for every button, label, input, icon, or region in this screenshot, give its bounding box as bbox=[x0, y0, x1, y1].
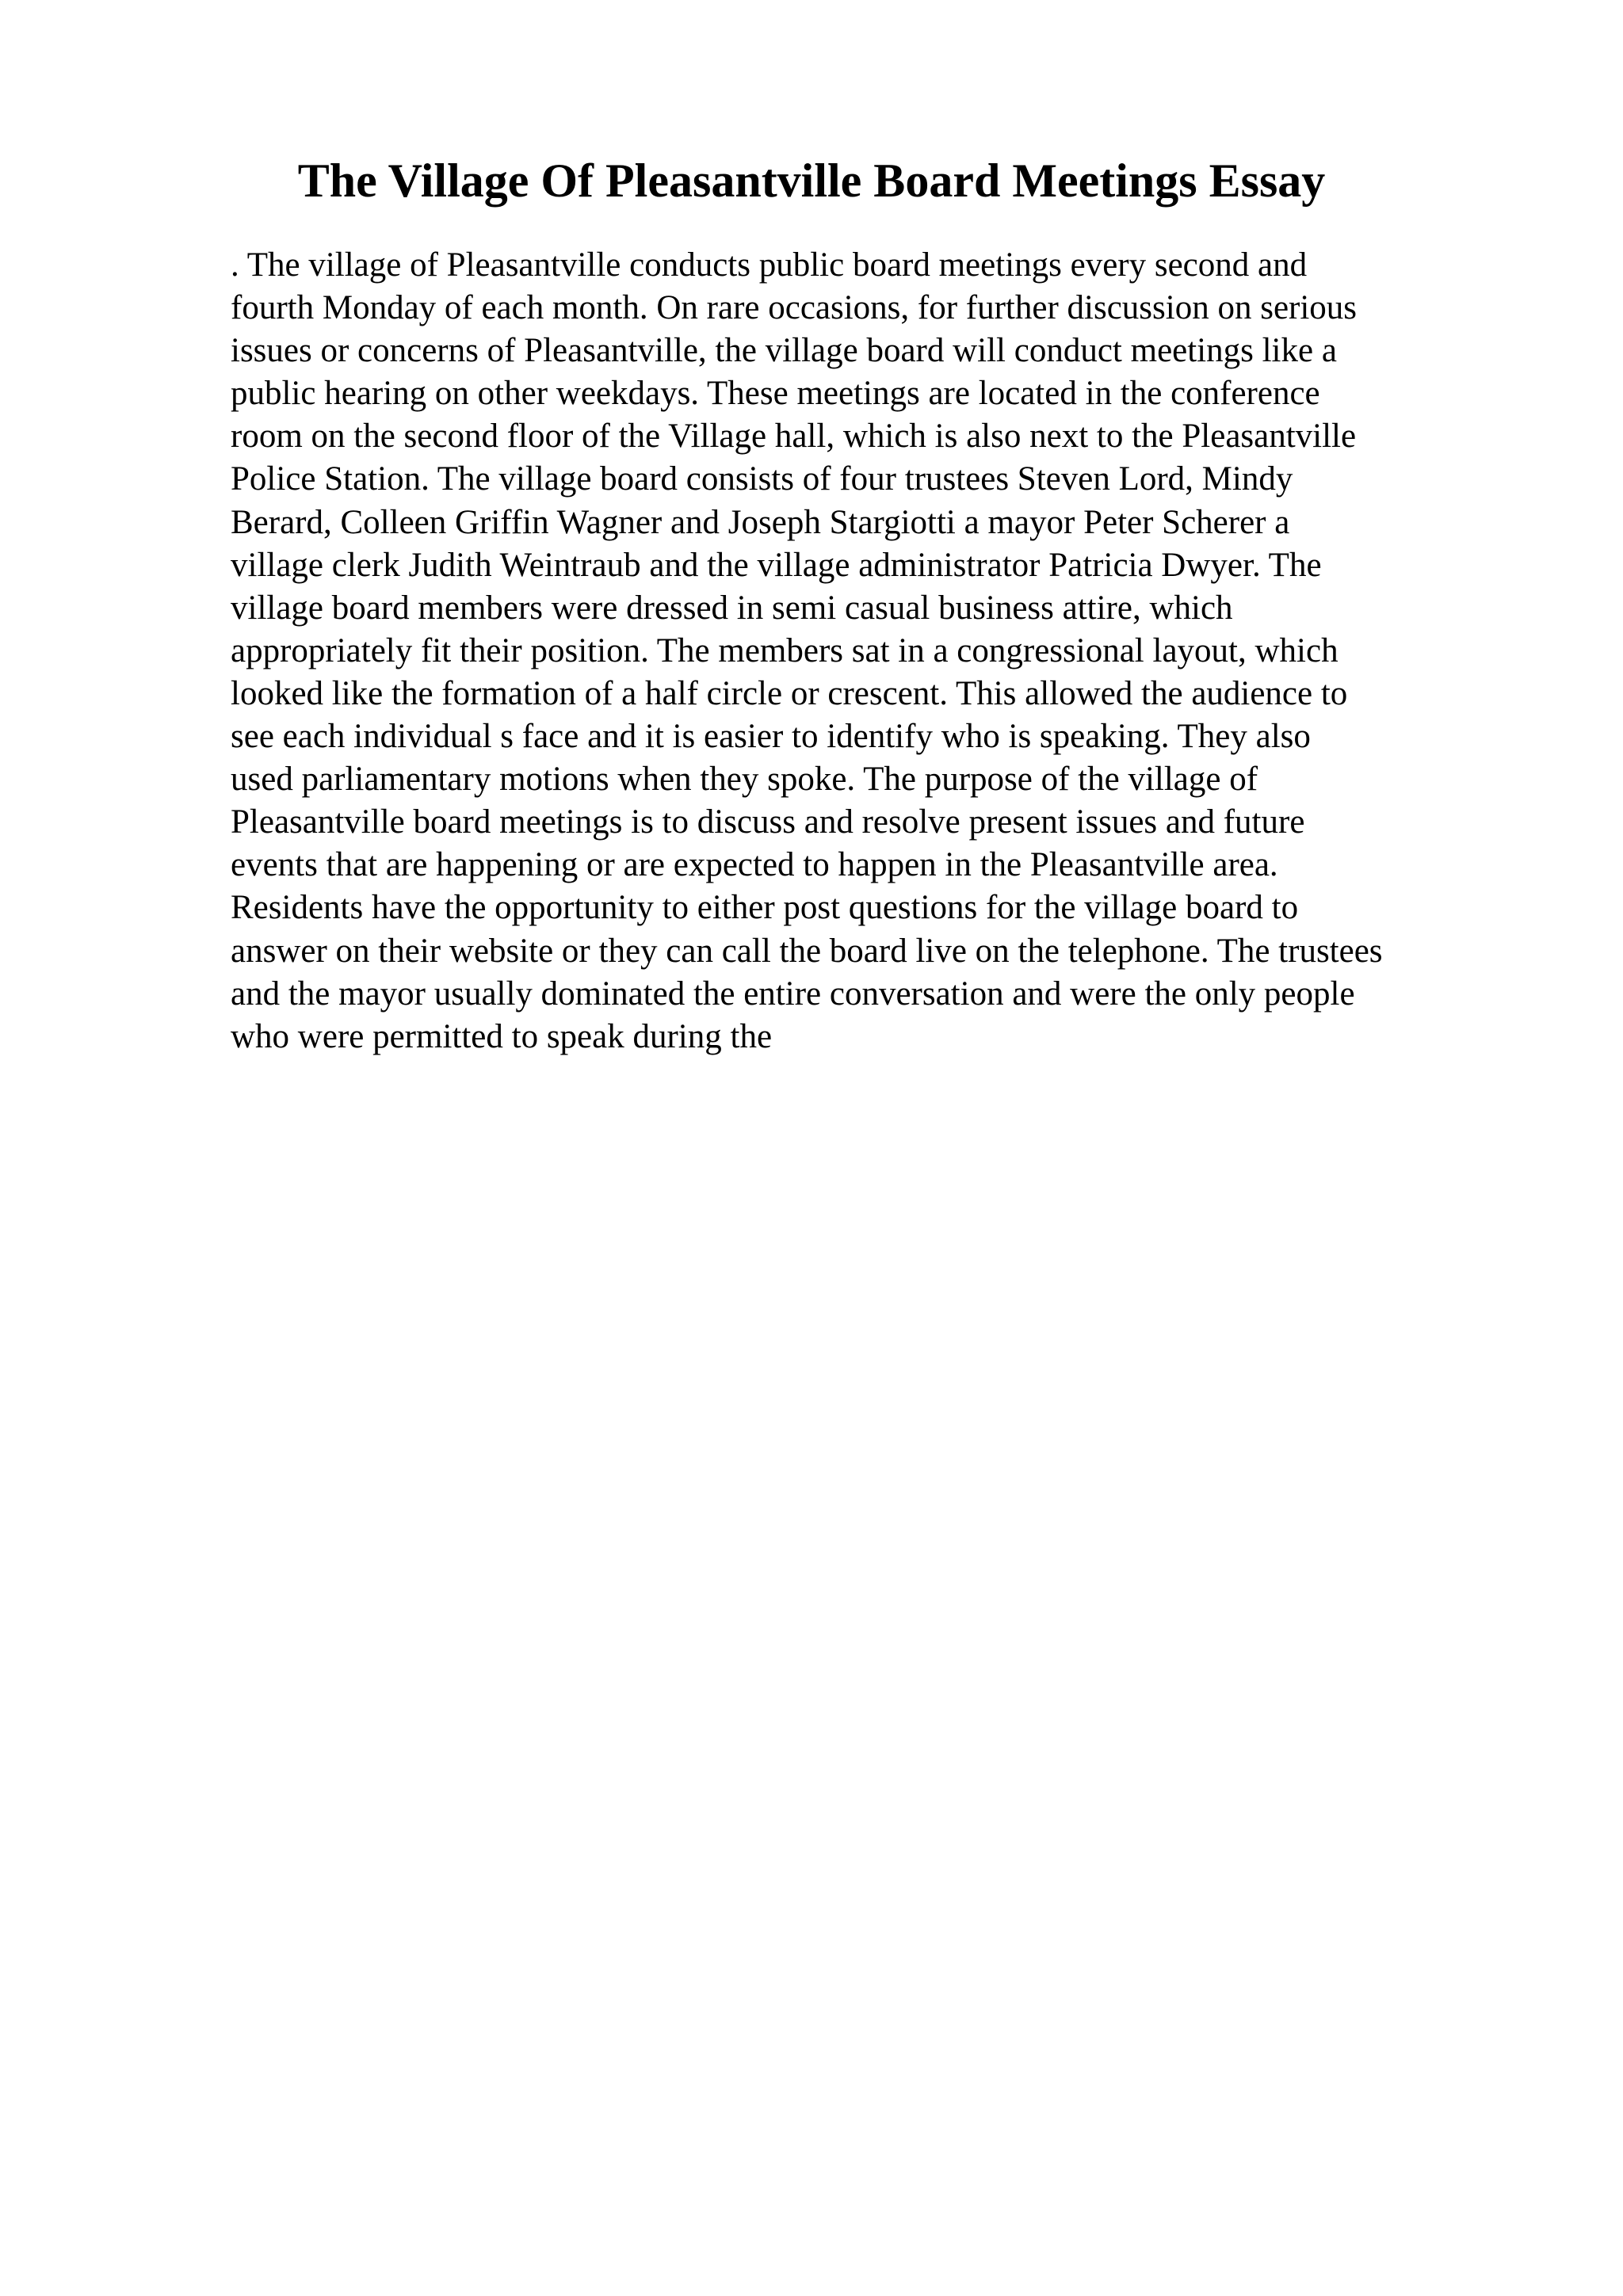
essay-line: answer on their website or they can call the board live on the telephone. The trustees bbox=[231, 932, 1383, 970]
essay-line: fourth Monday of each month. On rare occasions, for further discussion on serious bbox=[231, 289, 1358, 327]
essay-line: and the mayor usually dominated the entire conversation and were the only people bbox=[231, 974, 1355, 1013]
essay-line: appropriately fit their position. The members sat in a congressional layout, which bbox=[231, 631, 1338, 669]
essay-line: village board members were dressed in semi casual business attire, which bbox=[231, 589, 1233, 627]
essay-line: room on the second floor of the Village hall, which is also next to the Pleasantville bbox=[231, 418, 1357, 456]
essay-line: Police Station. The village board consists of four trustees Steven Lord, Mindy bbox=[231, 460, 1293, 498]
essay-line: Residents have the opportunity to either post questions for the village board to bbox=[231, 889, 1299, 927]
essay-line: Pleasantville board meetings is to discuss and resolve present issues and future bbox=[231, 803, 1305, 841]
essay-line: who were permitted to speak during the bbox=[231, 1017, 773, 1055]
essay-line: Berard, Colleen Griffin Wagner and Joseph Stargiotti a mayor Peter Scherer a bbox=[231, 503, 1290, 541]
essay-line: looked like the formation of a half circle or crescent. This allowed the audience to bbox=[231, 674, 1348, 712]
essay-line: . The village of Pleasantville conducts public board meetings every second and bbox=[231, 246, 1308, 284]
essay-line: see each individual s face and it is easier to identify who is speaking. They also bbox=[231, 718, 1311, 756]
essay-body bbox=[231, 244, 1483, 1058]
document-title: The Village Of Pleasantville Board Meetings Essay bbox=[297, 154, 1326, 207]
essay-line: public hearing on other weekdays. These meetings are located in the conference bbox=[231, 375, 1320, 413]
essay-line: events that are happening or are expected to happen in the Pleasantville area. bbox=[231, 846, 1278, 884]
essay-line: village clerk Judith Weintraub and the village administrator Patricia Dwyer. The bbox=[231, 546, 1322, 584]
essay-line: used parliamentary motions when they spoke. The purpose of the village of bbox=[231, 761, 1258, 799]
essay-line: issues or concerns of Pleasantville, the village board will conduct meetings like a bbox=[231, 332, 1337, 370]
